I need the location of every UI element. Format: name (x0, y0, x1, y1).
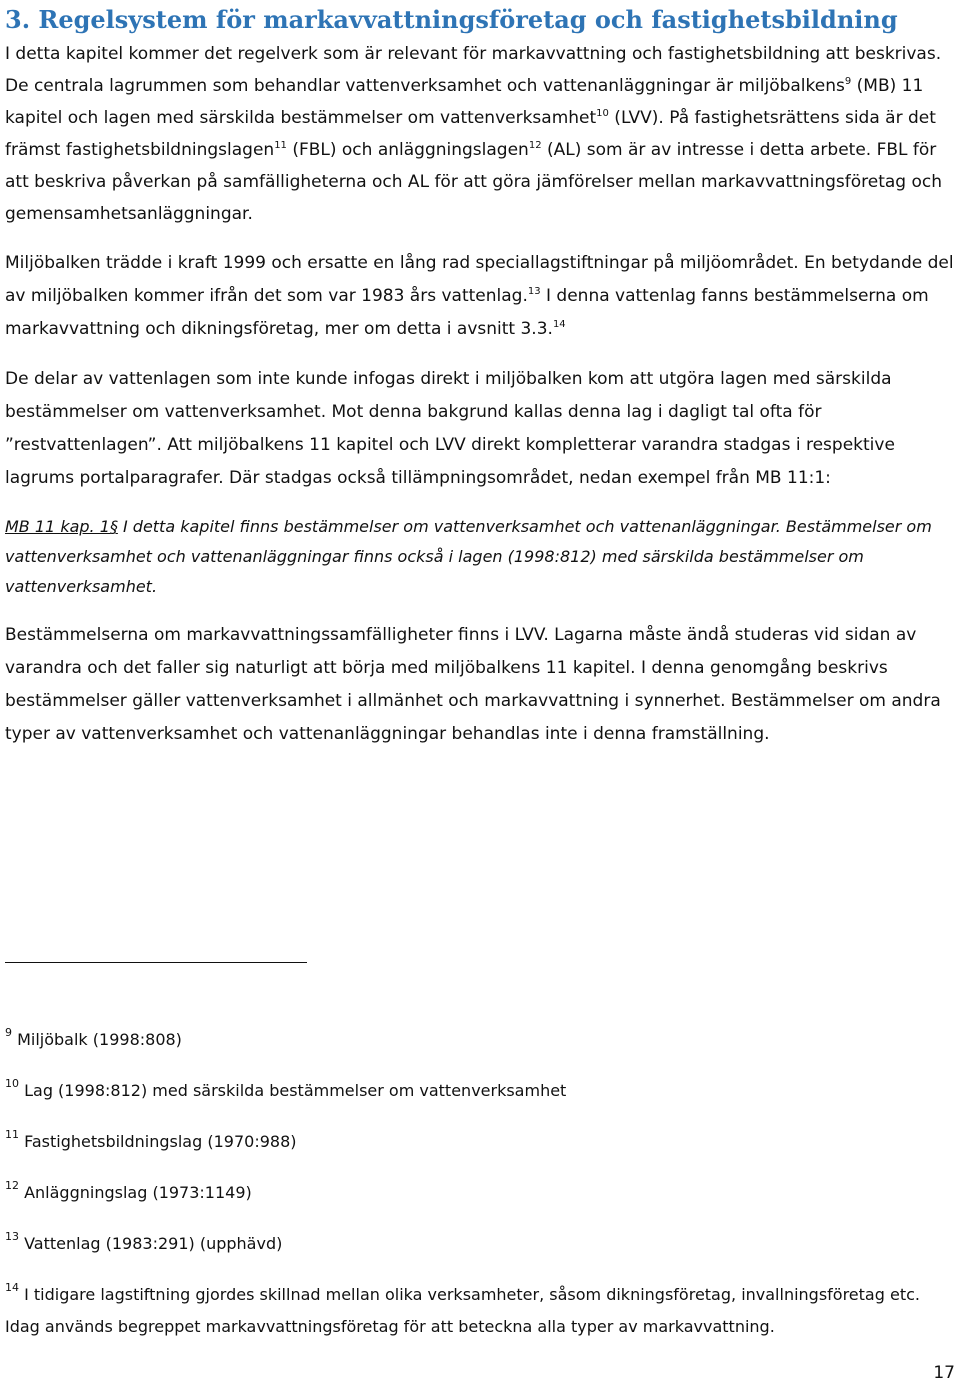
paragraph-miljobalken (5, 247, 957, 346)
quote-reference: MB 11 kap. 1§ (5, 517, 118, 536)
footnote-9 (5, 1024, 945, 1056)
paragraph-intro (5, 38, 957, 230)
footnote-number: 9 (5, 1026, 12, 1039)
footnote-ref-13[interactable]: 13 (527, 286, 541, 297)
section-heading: 3. Regelsystem för markavvattningsföretag och fastighetsbildning (5, 5, 898, 34)
page-number: 17 (933, 1363, 955, 1383)
quote-text: I detta kapitel finns bestämmelser om vattenverksamhet och vattenanläggningar. Bestämmelser om vattenverksamhet och vattenanläggningar finns också i lagen (1998:812) med särskilda bestämmelser om vattenverksamhet. (5, 517, 932, 596)
footnote-ref-14[interactable]: 14 (552, 319, 566, 330)
footnote-text: I tidigare lagstiftning gjordes skillnad mellan olika verksamheter, såsom dikningsföretag, invallningsföretag etc. Idag används begreppet markavvattningsföretag för att beteckna alla typer av markavvattning. (5, 1285, 920, 1336)
paragraph-markavvattning: Bestämmelserna om markavvattningssamfälligheter finns i LVV. Lagarna måste ändå studeras vid sidan av varandra och det faller sig naturligt att börja med miljöbalkens 11 kapitel. I denna genomgång beskrivs bestämmelser gäller vattenverksamhet i allmänhet och markavvattning i synnerhet. Bestämmelser om andra typer av vattenverksamhet och vattenanläggningar behandlas inte i denna framställning. (5, 625, 941, 744)
footnote-14 (5, 1279, 945, 1343)
footnote-ref-11[interactable]: 11 (274, 140, 287, 151)
para1-text-d: (FBL) och anläggningslagen (286, 140, 529, 160)
para2-text-b: I denna vattenlag fanns bestämmelserna om markavvattning och dikningsföretag, mer om detta i avsnitt 3.3. (5, 286, 929, 339)
para1-text-e: (AL) som är av intresse i detta arbete. FBL för att beskriva påverkan på samfälligheterna och AL för att göra jämförelser mellan markavvattningsföretag och gemensamhetsanläggningar. (5, 140, 943, 224)
para1-text-a: I detta kapitel kommer det regelverk som är relevant för markavvattning och fastighetsbildning att beskrivas. De centrala lagrummen som behandlar vattenverksamhet och vattenanläggningar är miljöbalkens (5, 44, 942, 96)
footnote-ref-12[interactable]: 12 (528, 140, 542, 151)
footnote-text: Miljöbalk (1998:808) (17, 1030, 182, 1049)
footnote-number: 12 (5, 1179, 19, 1192)
footnote-number: 11 (5, 1128, 19, 1141)
footnote-ref-10[interactable]: 10 (596, 108, 609, 119)
para1-text-c: (LVV). På fastighetsrättens sida är det främst fastighetsbildningslagen (5, 108, 936, 160)
statute-quote (5, 512, 957, 602)
footnote-ref-9[interactable]: 9 (844, 76, 852, 87)
footnote-text: Lag (1998:812) med särskilda bestämmelser om vattenverksamhet (24, 1081, 567, 1100)
footnote-text: Fastighetsbildningslag (1970:988) (24, 1132, 297, 1151)
footnote-text: Vattenlag (1983:291) (upphävd) (24, 1234, 283, 1253)
footnote-text: Anläggningslag (1973:1149) (24, 1183, 252, 1202)
document-page (5, 0, 957, 751)
footnote-13 (5, 1228, 945, 1260)
footnote-11 (5, 1126, 945, 1158)
footnote-number: 14 (5, 1281, 19, 1294)
footnote-12 (5, 1177, 945, 1209)
footnote-separator (5, 962, 307, 963)
footnotes-list (5, 1024, 945, 1362)
paragraph-vattenlagen: De delar av vattenlagen som inte kunde infogas direkt i miljöbalken kom att utgöra lagen med särskilda bestämmelser om vattenverksamhet. Mot denna bakgrund kallas denna lag i dagligt tal ofta för ”restvattenlagen”. Att miljöbalkens 11 kapitel och LVV direkt kompletterar varandra stadgas i respektive lagrums portalparagrafer. Där stadgas också tillämpningsområdet, nedan exempel från MB 11:1: (5, 369, 895, 488)
footnote-number: 10 (5, 1077, 19, 1090)
para2-text-a: Miljöbalken trädde i kraft 1999 och ersatte en lång rad speciallagstiftningar på miljöområdet. En betydande del av miljöbalken kommer ifrån det som var 1983 års vattenlag. (5, 253, 954, 306)
footnote-number: 13 (5, 1230, 19, 1243)
footnote-10 (5, 1075, 945, 1107)
para1-text-b: (MB) 11 kapitel och lagen med särskilda bestämmelser om vattenverksamhet (5, 76, 924, 128)
